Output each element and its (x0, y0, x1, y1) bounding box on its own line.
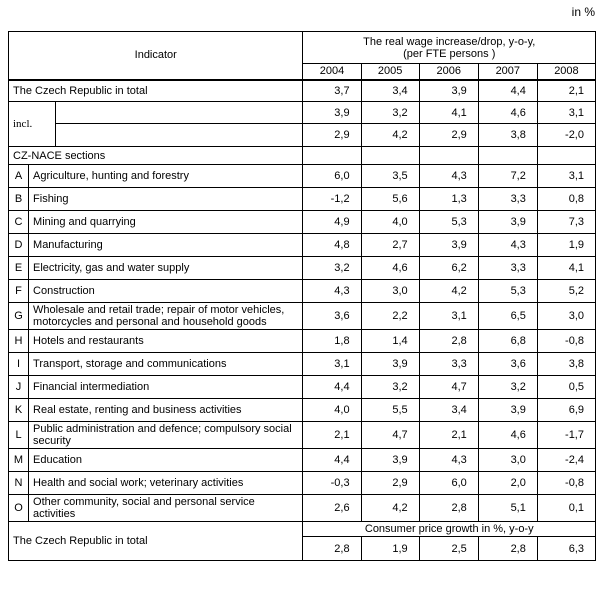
incl-value: 3,9 (303, 102, 361, 124)
section-value: 1,4 (361, 330, 419, 353)
section-value: 1,8 (303, 330, 361, 353)
section-value: 4,4 (303, 449, 361, 472)
section-value: 6,5 (478, 303, 537, 330)
section-value: 4,3 (419, 165, 478, 188)
table-row (9, 257, 596, 280)
section-value: 6,0 (303, 165, 361, 188)
section-value: 4,4 (303, 376, 361, 399)
section-value: -1,2 (303, 188, 361, 211)
incl-row-1 (9, 102, 596, 124)
section-value: 4,6 (478, 422, 537, 449)
section-value: 3,0 (478, 449, 537, 472)
incl-value: -2,0 (537, 124, 595, 147)
table-row (9, 303, 596, 330)
section-value: 5,6 (361, 188, 419, 211)
section-value: 4,0 (361, 211, 419, 234)
section-value: 6,2 (419, 257, 478, 280)
section-value: 4,9 (303, 211, 361, 234)
section-value: 3,9 (478, 211, 537, 234)
section-value: -0,8 (537, 472, 595, 495)
unit-label: in % (571, 5, 595, 19)
section-value: 2,6 (303, 495, 361, 522)
section-label: Fishing (29, 188, 303, 211)
incl-value: 2,9 (419, 124, 478, 147)
section-value: 3,6 (303, 303, 361, 330)
total-value: 3,9 (419, 80, 478, 102)
total-row-label: The Czech Republic in total (9, 80, 303, 102)
empty-cell (303, 147, 361, 165)
section-value: 3,3 (478, 257, 537, 280)
section-code: A (9, 165, 29, 188)
section-value: 5,3 (419, 211, 478, 234)
section-label: Transport, storage and communications (29, 353, 303, 376)
table-row (9, 472, 596, 495)
section-label: Construction (29, 280, 303, 303)
section-label: Manufacturing (29, 234, 303, 257)
section-value: 3,9 (361, 449, 419, 472)
wage-statistics-table (8, 31, 596, 561)
section-label: Other community, social and personal service activities (29, 495, 303, 522)
incl-value: 3,8 (478, 124, 537, 147)
section-label: Real estate, renting and business activities (29, 399, 303, 422)
section-code: N (9, 472, 29, 495)
section-value: 3,1 (537, 165, 595, 188)
empty-cell (537, 147, 595, 165)
section-value: 4,3 (303, 280, 361, 303)
section-header-row (9, 147, 596, 165)
total-value: 3,7 (303, 80, 361, 102)
section-label: Electricity, gas and water supply (29, 257, 303, 280)
section-value: 4,0 (303, 399, 361, 422)
table-row (9, 399, 596, 422)
section-value: 4,7 (361, 422, 419, 449)
section-code: H (9, 330, 29, 353)
consumer-price-header: Consumer price growth in %, y-o-y (303, 522, 596, 537)
section-value: 5,1 (478, 495, 537, 522)
section-value: 3,5 (361, 165, 419, 188)
section-value: 4,2 (419, 280, 478, 303)
section-value: 3,2 (361, 376, 419, 399)
section-code: M (9, 449, 29, 472)
section-value: 4,3 (419, 449, 478, 472)
incl-value: 3,1 (537, 102, 595, 124)
section-value: 6,9 (537, 399, 595, 422)
section-code: I (9, 353, 29, 376)
section-value: 4,6 (361, 257, 419, 280)
section-value: 6,8 (478, 330, 537, 353)
section-value: 0,5 (537, 376, 595, 399)
incl-value: 3,2 (361, 102, 419, 124)
section-value: 2,1 (419, 422, 478, 449)
section-code: F (9, 280, 29, 303)
section-value: 3,4 (419, 399, 478, 422)
section-value: 1,3 (419, 188, 478, 211)
section-value: 3,0 (537, 303, 595, 330)
incl-value: 4,1 (419, 102, 478, 124)
section-code: B (9, 188, 29, 211)
section-value: 3,2 (303, 257, 361, 280)
year-header: 2005 (361, 64, 419, 80)
table-row (9, 495, 596, 522)
year-header: 2008 (537, 64, 595, 80)
section-value: 3,3 (419, 353, 478, 376)
section-value: -0,8 (537, 330, 595, 353)
incl-row-label (56, 124, 303, 147)
section-value: 4,2 (361, 495, 419, 522)
section-value: 0,1 (537, 495, 595, 522)
table-row (9, 422, 596, 449)
section-value: 3,9 (361, 353, 419, 376)
footer-total-label: The Czech Republic in total (9, 522, 303, 561)
incl-row-2 (9, 124, 596, 147)
incl-label: incl. (9, 102, 56, 147)
section-value: -1,7 (537, 422, 595, 449)
section-label: Financial intermediation (29, 376, 303, 399)
table-row (9, 188, 596, 211)
incl-row-label (56, 102, 303, 124)
total-row (9, 80, 596, 102)
section-label: Wholesale and retail trade; repair of motor vehicles, motorcycles and personal and household goods (29, 303, 303, 330)
table-row (9, 376, 596, 399)
header-row-main (9, 32, 596, 64)
section-value: 2,1 (303, 422, 361, 449)
section-code: D (9, 234, 29, 257)
section-code: E (9, 257, 29, 280)
section-value: 1,9 (537, 234, 595, 257)
section-code: K (9, 399, 29, 422)
table-row (9, 353, 596, 376)
section-value: 2,8 (419, 330, 478, 353)
consumer-price-value: 6,3 (537, 537, 595, 561)
section-code: O (9, 495, 29, 522)
consumer-price-value: 2,5 (419, 537, 478, 561)
year-header: 2006 (419, 64, 478, 80)
section-value: 3,1 (419, 303, 478, 330)
indicator-header: Indicator (9, 32, 303, 80)
table-row (9, 165, 596, 188)
section-value: 3,1 (303, 353, 361, 376)
year-header: 2004 (303, 64, 361, 80)
section-value: 3,0 (361, 280, 419, 303)
table-row (9, 211, 596, 234)
empty-cell (419, 147, 478, 165)
section-value: 2,7 (361, 234, 419, 257)
incl-value: 4,2 (361, 124, 419, 147)
section-value: 3,3 (478, 188, 537, 211)
section-value: 2,9 (361, 472, 419, 495)
section-value: 5,2 (537, 280, 595, 303)
section-value: 3,2 (478, 376, 537, 399)
section-header-label: CZ-NACE sections (9, 147, 303, 165)
section-value: 5,5 (361, 399, 419, 422)
section-code: L (9, 422, 29, 449)
table-row (9, 280, 596, 303)
section-value: 5,3 (478, 280, 537, 303)
incl-value: 2,9 (303, 124, 361, 147)
section-value: 7,3 (537, 211, 595, 234)
consumer-price-value: 2,8 (478, 537, 537, 561)
incl-value: 4,6 (478, 102, 537, 124)
consumer-price-value: 1,9 (361, 537, 419, 561)
section-code: G (9, 303, 29, 330)
section-value: 3,6 (478, 353, 537, 376)
section-value: -0,3 (303, 472, 361, 495)
section-value: 0,8 (537, 188, 595, 211)
total-value: 2,1 (537, 80, 595, 102)
section-label: Mining and quarrying (29, 211, 303, 234)
section-label: Public administration and defence; compulsory social security (29, 422, 303, 449)
consumer-price-header-row (9, 522, 596, 537)
table-row (9, 330, 596, 353)
section-value: 4,8 (303, 234, 361, 257)
section-value: 6,0 (419, 472, 478, 495)
consumer-price-value: 2,8 (303, 537, 361, 561)
table-row (9, 449, 596, 472)
section-value: 2,8 (419, 495, 478, 522)
section-code: J (9, 376, 29, 399)
section-value: 3,8 (537, 353, 595, 376)
section-label: Agriculture, hunting and forestry (29, 165, 303, 188)
section-value: 3,9 (478, 399, 537, 422)
year-header: 2007 (478, 64, 537, 80)
section-label: Health and social work; veterinary activities (29, 472, 303, 495)
value-header (303, 32, 596, 64)
section-value: 2,0 (478, 472, 537, 495)
section-value: 4,3 (478, 234, 537, 257)
section-value: 3,9 (419, 234, 478, 257)
section-label: Education (29, 449, 303, 472)
total-value: 3,4 (361, 80, 419, 102)
empty-cell (361, 147, 419, 165)
section-value: 4,7 (419, 376, 478, 399)
table-row (9, 234, 596, 257)
value-header-line2: (per FTE persons ) (403, 47, 496, 60)
section-code: C (9, 211, 29, 234)
empty-cell (478, 147, 537, 165)
section-value: 4,1 (537, 257, 595, 280)
section-value: -2,4 (537, 449, 595, 472)
section-value: 7,2 (478, 165, 537, 188)
total-value: 4,4 (478, 80, 537, 102)
section-value: 2,2 (361, 303, 419, 330)
value-header-line1: The real wage increase/drop, y-o-y, (363, 35, 536, 48)
section-label: Hotels and restaurants (29, 330, 303, 353)
